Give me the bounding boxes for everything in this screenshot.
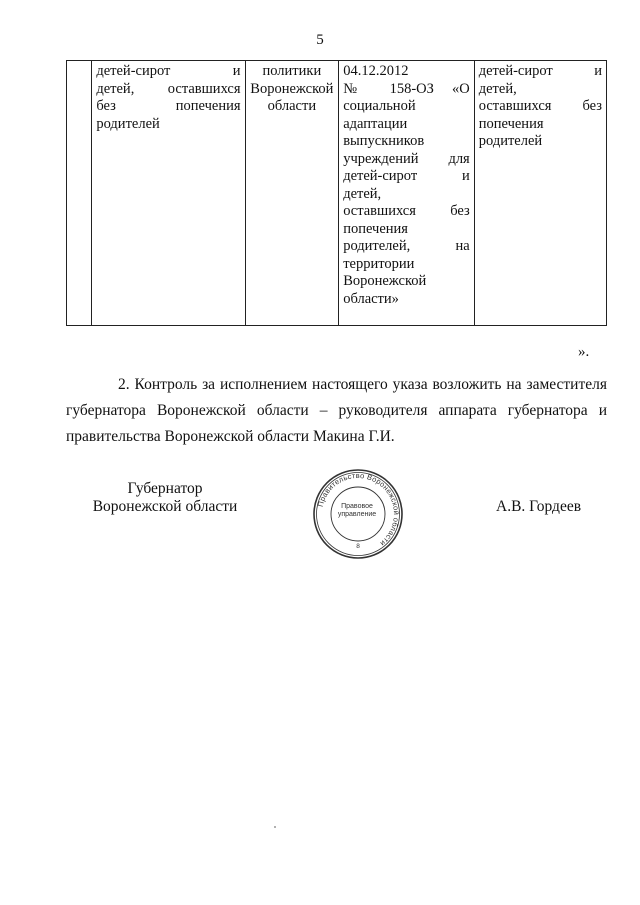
cell-line: области	[267, 98, 317, 114]
paragraph-line: правительства Воронежской области Макина Г.И.	[66, 428, 395, 445]
cell-line: адаптации	[343, 115, 408, 132]
cell-line: оставшихся без	[478, 98, 602, 114]
signature-name: А.В. Гордеев	[496, 498, 582, 515]
paragraph-line: 2. Контроль за исполнением настоящего указа возложить на заместителя	[118, 376, 607, 393]
continuation-table	[66, 60, 607, 326]
control-paragraph	[66, 372, 607, 450]
cell-line: 04.12.2012	[343, 63, 409, 79]
cell-line: детей-сирот и детей,	[478, 63, 602, 97]
stamp-bottom-mark: 8	[356, 543, 360, 550]
cell-line: детей, оставшихся	[96, 80, 241, 97]
cell-line: выпускников	[343, 133, 425, 149]
signature-title-line: Губернатор	[127, 480, 203, 497]
cell-line: области»	[343, 290, 399, 307]
cell-line: территории	[343, 255, 415, 272]
cell-line: социальной	[343, 98, 416, 114]
paragraph-line: губернатора Воронежской области – руководителя аппарата губернатора и	[66, 402, 607, 419]
table-row	[67, 61, 607, 326]
signature-title-line: Воронежской области	[92, 498, 238, 515]
page-number: 5	[316, 32, 324, 48]
table-cell-category	[474, 61, 606, 326]
cell-line: учреждений для	[343, 150, 470, 167]
cell-line: родителей, на	[343, 238, 470, 254]
cell-line: родителей	[478, 133, 543, 149]
table-cell-recipients	[92, 61, 245, 326]
cell-line: оставшихся без	[343, 203, 470, 219]
cell-line: Воронежской	[343, 273, 427, 289]
cell-line: Воронежской	[250, 80, 334, 97]
closing-quote: ».	[578, 344, 590, 360]
cell-line: без попечения	[96, 98, 241, 114]
stamp-center-line: Правовое	[341, 503, 373, 510]
cell-line: детей-сирот и	[96, 63, 241, 79]
table-cell-law-reference	[339, 61, 475, 326]
cell-line: детей-сирот и	[343, 168, 470, 184]
scan-speck	[274, 826, 276, 828]
signature-title	[80, 480, 250, 516]
official-stamp	[312, 468, 404, 560]
stamp-ring-text: Правительство Воронежской области	[315, 470, 402, 549]
cell-line: детей,	[343, 185, 382, 202]
row-number-cell	[67, 61, 92, 326]
cell-line: № 158-ОЗ «О	[343, 80, 470, 97]
stamp-center-line: управление	[337, 511, 377, 518]
cell-line: политики	[262, 63, 322, 79]
stamp-center-text	[334, 503, 380, 519]
cell-line: попечения	[478, 115, 544, 132]
cell-line: попечения	[343, 220, 408, 237]
table-cell-policy	[245, 61, 339, 326]
cell-line: родителей	[96, 115, 160, 132]
